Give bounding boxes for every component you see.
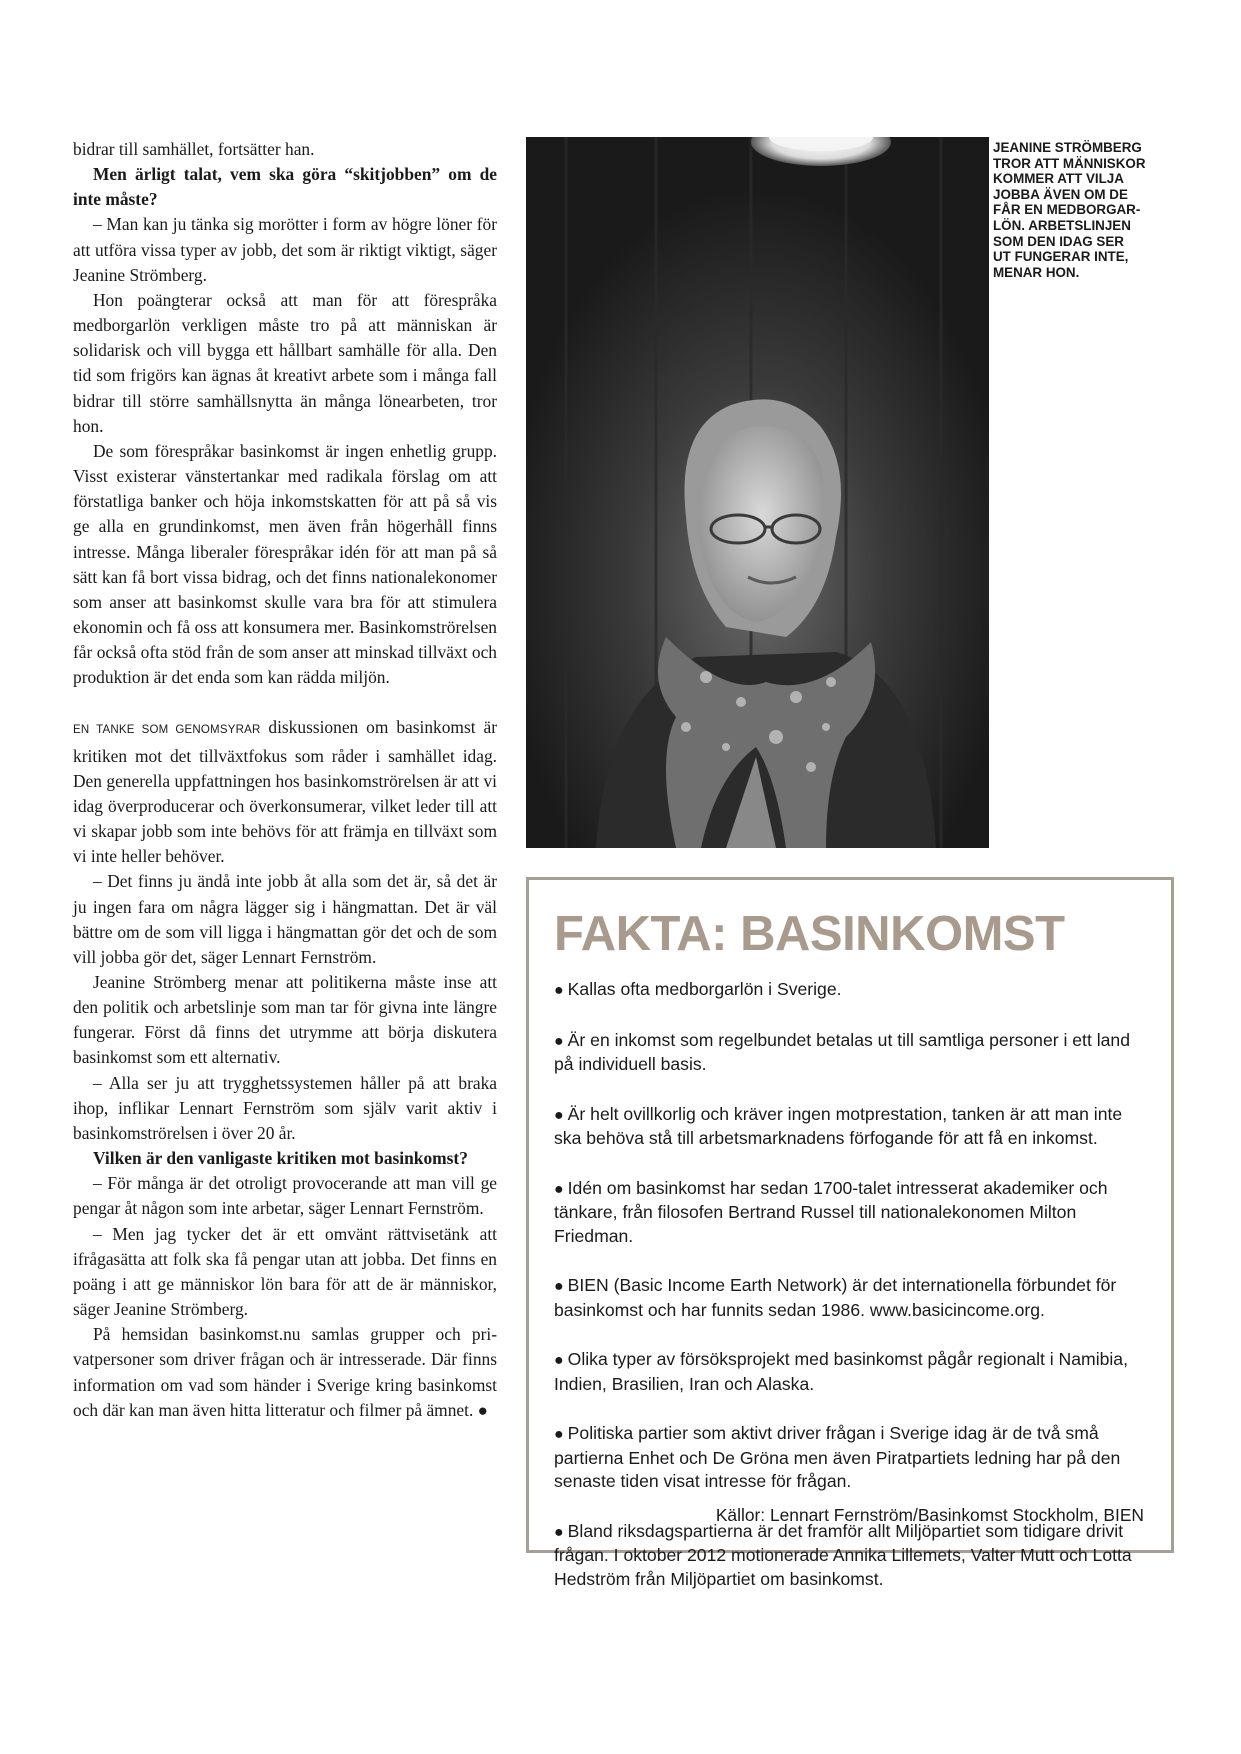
bullet-icon: ● [554,1106,564,1124]
paragraph: – Alla ser ju att trygghetssystemen håller på att braka ihop, inflikar Lennart Fernström som själv varit aktiv i basinkomströrelsen i över 20 år. [73,1072,497,1143]
lead-in-small-caps: EN TANKE SOM GENOMSYRAR [73,724,261,737]
paragraph: Hon poängterar också att man för att förespråka medborgarlön verkligen måste tro på att människan är solidarisk och vill bygga ett hållbart samhälle för alla. Den tid som frigörs kan ägnas åt kreativt arbete som i många fall bidrar till större samhällsnytta än många lönearbeten, tror hon. [73,289,497,436]
fact-box [526,877,1174,1589]
fact-item: ● Olika typer av försöksprojekt med basinkomst pågår regionalt i Namibia, Indien, Brasilien, Iran och Alaska. [554,1349,1128,1394]
bullet-icon: ● [554,982,564,999]
fact-item: ● BIEN (Basic Income Earth Network) är det internationella förbundet för basinkomst och har funnits sedan 1986. www.basicincome.org. [554,1275,1117,1320]
bullet-icon: ● [554,1278,564,1295]
portrait-photo [526,137,989,848]
paragraph: Jeanine Strömberg menar att politikerna måste inse att den politik och arbetslinje som man tar för givna inte längre fungerar. Först då finns det utrymme att börja diskutera basinkomst som ett alternativ. [73,972,497,1068]
interview-question: Men ärligt talat, vem ska göra “skitjobben” om de inte måste? [73,164,497,210]
fact-item: ● Bland riksdagspartierna är det framför allt Miljöpartiet som tidigare drivit frågan. I oktober 2012 motionerade Annika Lillemets, Valter Mutt och Lotta Hedström från Miljöpartiet om basinkomst. [554,1520,1132,1589]
bullet-icon: ● [554,1352,564,1369]
article-body [73,137,497,1423]
bullet-icon: ● [554,1523,564,1541]
paragraph: – Det finns ju ändå inte jobb åt alla som det är, så det är ju ingen fara om några lägger sig i hängmattan. Det är väl bättre om de som vill ligga i hängmattan gör det och de som vill jobba gör det, säger Lennart Fernström. [73,871,497,967]
fact-item: ● Är en inkomst som regelbundet betalas ut till samtliga personer i ett land på individuell basis. [554,1029,1130,1074]
fact-box-title: FAKTA: BASINKOMST [554,907,1065,961]
paragraph: – Man kan ju tänka sig morötter i form av högre löner för att utföra vissa typer av jobb, det som är riktigt viktigt, säger Jeanine Strömberg. [73,214,497,285]
paragraph: På hemsidan basinkomst.nu samlas grupper och privatpersoner som driver frågan och är intresserade. Där finns information om vad som händer i Sverige kring basinkomst och där kan man även hitta litteratur och filmer på ämnet. ● [73,1324,497,1420]
paragraph: – För många är det otroligt provocerande att man vill ge pengar åt någon som inte arbetar, säger Lennart Fernström. [73,1173,497,1219]
paragraph: – Men jag tycker det är ett omvänt rättvisetänk att ifrågasätta att folk ska få pengar utan att jobba. Det finns en poäng i att ge människor lön bara för att de är människor, säger Jeanine Strömberg. [73,1223,497,1320]
fact-item: ● Politiska partier som aktivt driver frågan i Sverige idag är de två små partierna Enhet och De Gröna men även Piratpartiets ledning har på den senaste tiden visat intresse för frågan. [554,1423,1121,1491]
fact-box-sources: Källor: Lennart Fernström/Basinkomst Stockholm, BIEN [715,1505,1144,1525]
bullet-icon: ● [554,1180,564,1198]
fact-item: ● Idén om basinkomst har sedan 1700-talet intresserat akademiker och tänkare, från filosofen Bertrand Russel till nationalekonomen Milton Friedman. [554,1177,1108,1246]
paragraph: bidrar till samhället, fortsätter han. [73,139,315,159]
bullet-icon: ● [554,1426,564,1443]
fact-item: ● Är helt ovillkorlig och kräver ingen motprestation, tanken är att man inte ska behöva stå till arbetsmarknadens förfogande för att få en inkomst. [554,1103,1123,1148]
photo-caption: JEANINE STRÖMBERG TROR ATT MÄNNISKOR KOMMER ATT VILJA JOBBA ÄVEN OM DE FÅR EN MEDBORGAR- LÖN. ARBETSLINJEN SOM DEN IDAG SER UT FUNGERAR INTE, MENAR HON. [993,140,1146,280]
interview-question: Vilken är den vanligaste kritiken mot basinkomst? [93,1148,468,1169]
fact-item: ● Kallas ofta medborgarlön i Sverige. [554,979,842,999]
end-mark-icon: ● [477,1400,488,1420]
section-lead-paragraph: EN TANKE SOM GENOMSYRAR diskussionen om basinkomst är kritiken mot det tillväxtfokus som råder i samhället idag. Den generella uppfattningen hos basinkomströrelsen är att vi idag överproducerar och överkonsumerar, vilket leder till att vi skapar jobb som inte behövs för att främja en tillväxt som vi inte heller behöver. [73,717,497,867]
bullet-icon: ● [554,1032,564,1050]
paragraph: De som förespråkar basinkomst är ingen enhetlig grupp. Visst existerar vänstertankar med radikala förslag om att förstatliga banker och höja inkomstskatten för att på så vis ge alla en grundinkomst, men även från högerhåll finns intresse. Många liberaler förespråkar idén för att man på så sätt kan få bort vissa bidrag, och det finns nationalekonomer som anser att basinkomst skulle vara bra för att stimulera ekonomin och få oss att konsumera mer. Basinkomströrelsen får också ofta stöd från de som anser att minskad tillväxt och produktion är det enda som kan rädda miljön. [73,440,497,688]
